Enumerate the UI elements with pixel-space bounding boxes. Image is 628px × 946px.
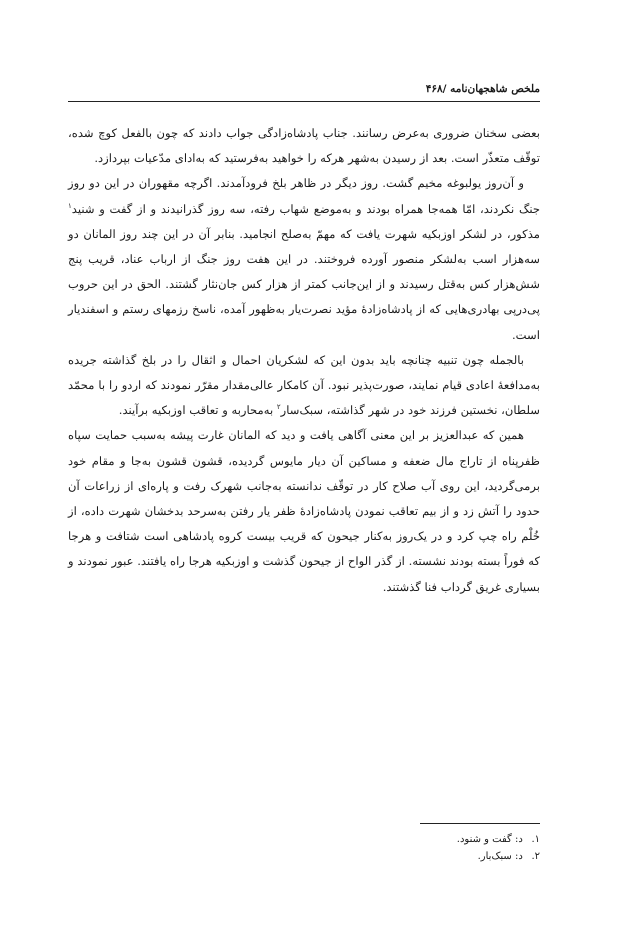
paragraph-1-text: بعضی سخنان ضروری به‌عرض رسانند. جناب پادشاه‌زادگی جواب دادند که چون بالفعل کوچ شده، توقّف متعذّر است. بعد از رسیدن به‌شهر هرکه را خواهید به‌فرستید که به‌ادای مدّعیات بپردازد. — [68, 126, 540, 166]
footnote-2-number: ۲. — [531, 851, 540, 862]
paragraph-2-text-a: و آن‌روز یولبوغه مخیم گشت. روز دیگر در ظاهر بلخ فرودآمدند. اگرچه مقهوران در این دو روز جنگ نکردند، امّا همه‌جا همراه بودند و به‌موضع شهاب رفته، سه روز گذرانیدند و از گفت و شنید — [68, 176, 540, 216]
paragraph-3-text-b: به‌محاربه و تعاقب اوزبکیه برآیند. — [118, 403, 277, 418]
running-header — [68, 82, 540, 96]
paragraph-2 — [68, 171, 540, 347]
paragraph-3-text-a: بالجمله چون تنبیه چنانچه باید بدون این که لشکریان احمال و اثقال را در بلخ گذاشته جریده به‌مدافعهٔ اعادی قیام نمایند، صورت‌پذیر نبود. آن کامکار عالی‌مقدار مقرّر نمودند که اردو را با محمّد سلطان، نخستین فرزند خود در شهر گذاشته، سبک‌سار — [68, 352, 540, 418]
paragraph-4-text: همین که عبدالعزیز بر این معنی آگاهی یافت و دید که المانان غارت پیشه به‌سبب حمایت سپاه ظفرپناه از تاراج مال ضعفه و مساکین آن دیار مایوس گردیده، قشون قشون به‌جا و مقام خود برمی‌گردید، این روی آب صلاح کار در توقّف ندانسته به‌جانب شهرک رفت و پاره‌ای از زراعات آن حدود را آتش زد و از بیم تعاقب نمودن پادشاه‌زادهٔ ظفر یار رفتن به‌سرحد بدخشان شهرت داده، از خُلْم راه چپ کرد و در یک‌روز به‌کنار جیحون که قریب بیست کروه پادشاهی است شتافت و هرجا که فوراً بسته بودند نشسته. از گذر الواح از جیحون گذشت و اوزبکیه هرجا راه یافتند. عبور نمودند و بسیاری غریق گرداب فنا گذشتند. — [68, 428, 540, 594]
footnote-1-text: د: گفت و شنود. — [456, 834, 523, 845]
footnote-1 — [68, 831, 540, 848]
footnote-rule — [420, 823, 540, 824]
footnote-1-number: ۱. — [531, 834, 540, 845]
header-rule — [68, 101, 540, 102]
paragraph-3 — [68, 348, 540, 424]
body-text — [68, 121, 540, 600]
footnote-ref-1: ۱ — [68, 201, 72, 210]
paragraph-1 — [68, 121, 540, 171]
footnotes — [68, 831, 540, 865]
running-title: ملخص شاهجهان‌نامه /۴۶۸ — [425, 83, 540, 95]
footnote-ref-2: ۲ — [276, 403, 281, 412]
paragraph-4 — [68, 423, 540, 599]
footnote-2 — [68, 848, 540, 865]
paragraph-2-text-b: مذکور، در لشکر اوزبکیه شهرت یافت که مهمّ به‌صلح انجامید. بنابر آن در این چند روز المانان دو سه‌هزار اسب به‌لشکر منصور آورده فروختند. در این هفت روز جنگ از ارباب عناد، قریب پنج شش‌هزار کس به‌قتل رسیدند و از این‌جانب کمتر از هزار کس جان‌نثار گشتند. الحق در این حروب پی‌درپی بهادری‌هایی که از پادشاه‌زادهٔ مؤید نصرت‌یار به‌ظهور آمده، ناسخ رزمهای رستم و اسفندیار است. — [68, 226, 540, 342]
footnote-2-text: د: سبک‌بار. — [477, 851, 523, 862]
